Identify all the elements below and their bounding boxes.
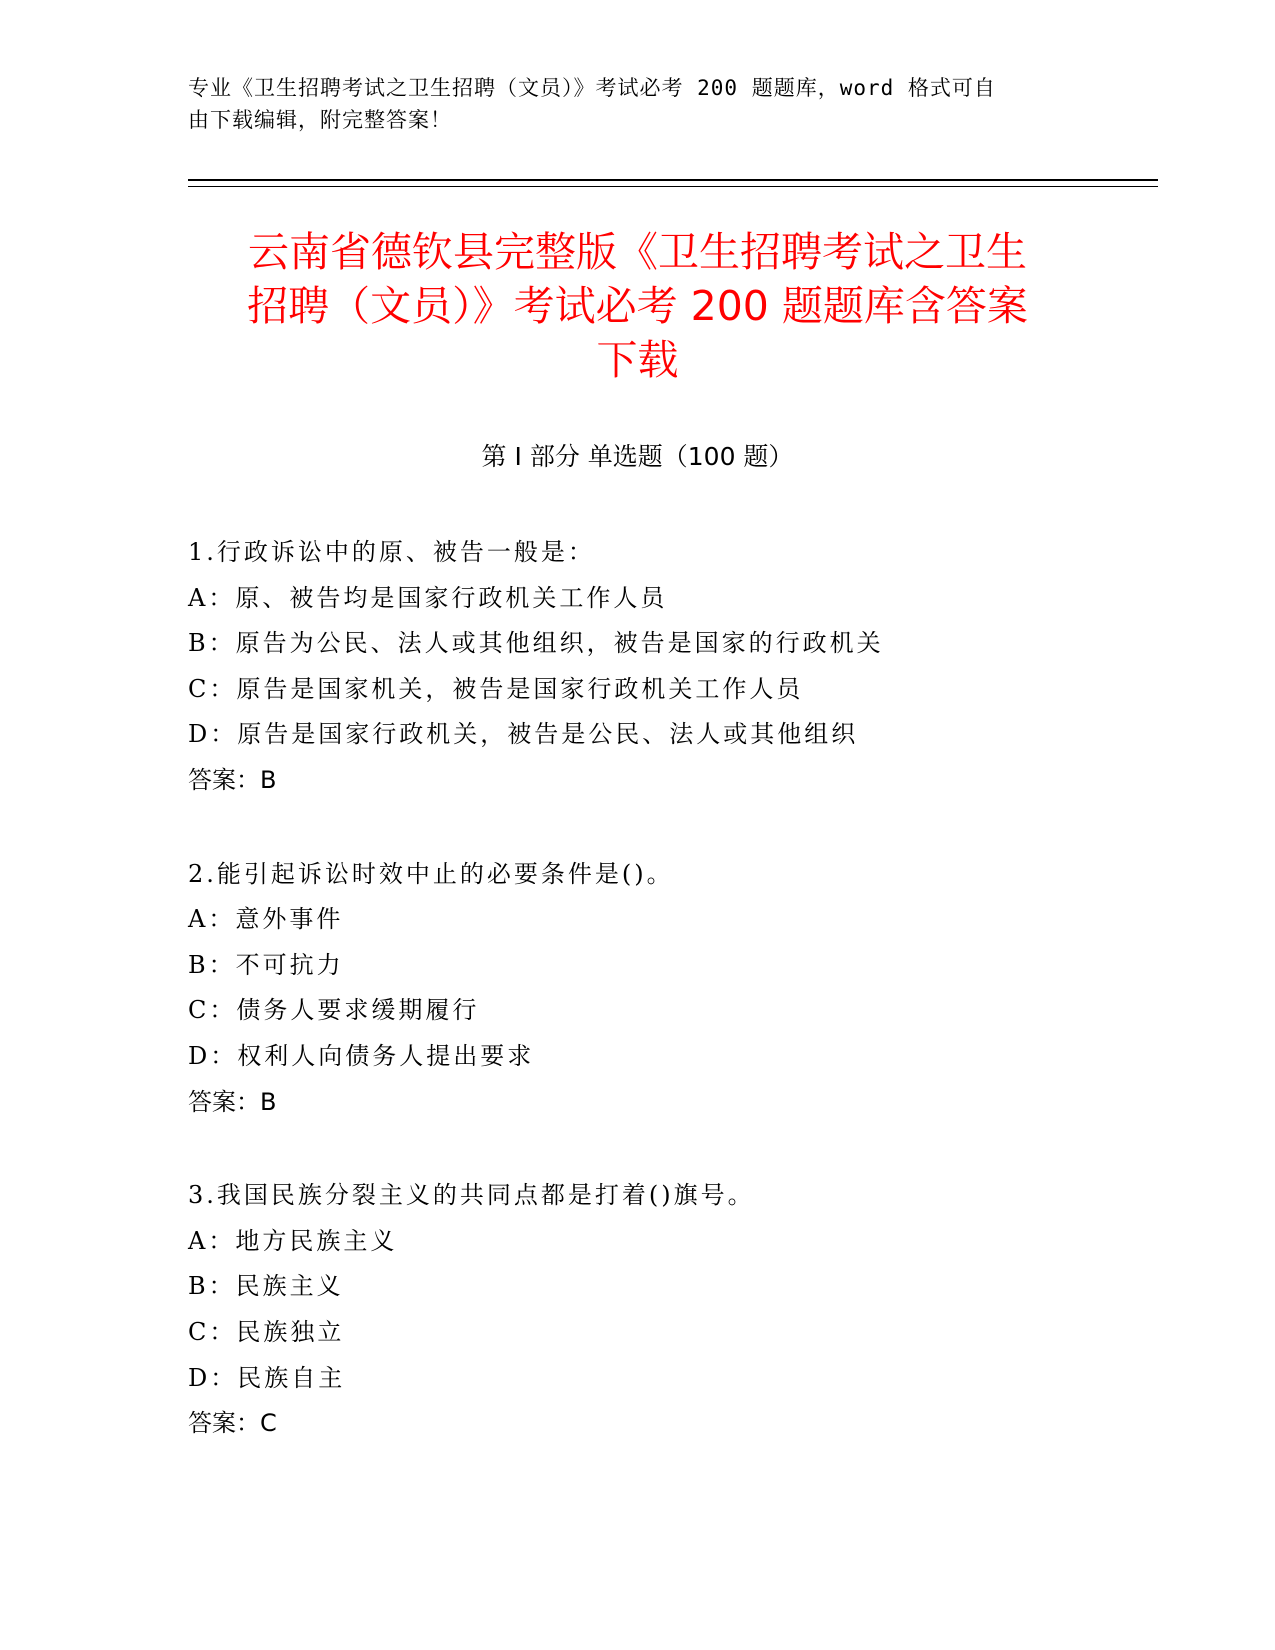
intro-line-1: 专业《卫生招聘考试之卫生招聘（文员）》考试必考 200 题题库，word 格式可自	[188, 76, 996, 100]
answer: 答案：B	[188, 1087, 277, 1116]
question-stem: 3.我国民族分裂主义的共同点都是打着()旗号。	[188, 1181, 755, 1210]
title-line-3: 下载	[596, 336, 679, 384]
question-2	[188, 852, 1168, 1126]
option-c: C：民族独立	[188, 1317, 345, 1346]
question-3	[188, 1173, 1168, 1447]
section-title: 第 I 部分 单选题（100 题）	[481, 442, 794, 471]
answer: 答案：B	[188, 765, 277, 794]
document-intro	[188, 72, 1068, 136]
option-a: A：意外事件	[188, 905, 344, 934]
header-divider-thin	[188, 186, 1158, 187]
title-line-2: 招聘（文员）》考试必考 200 题题库含答案	[247, 282, 1028, 330]
header-divider-thick	[188, 179, 1158, 181]
option-d: D：原告是国家行政机关，被告是公民、法人或其他组织	[188, 720, 859, 749]
option-a: A：原、被告均是国家行政机关工作人员	[188, 583, 668, 612]
option-a: A：地方民族主义	[188, 1226, 398, 1255]
option-d: D：民族自主	[188, 1363, 346, 1392]
option-c: C：债务人要求缓期履行	[188, 996, 480, 1025]
option-c: C：原告是国家机关，被告是国家行政机关工作人员	[188, 674, 804, 703]
answer: 答案：C	[188, 1409, 277, 1438]
option-b: B：民族主义	[188, 1272, 344, 1301]
option-b: B：不可抗力	[188, 950, 344, 979]
question-1	[188, 530, 1168, 804]
title-line-1: 云南省德钦县完整版《卫生招聘考试之卫生	[248, 228, 1027, 276]
option-d: D：权利人向债务人提出要求	[188, 1041, 535, 1070]
question-stem: 2.能引起诉讼时效中止的必要条件是()。	[188, 859, 674, 888]
question-stem: 1.行政诉讼中的原、被告一般是：	[188, 538, 595, 566]
document-title	[140, 225, 1135, 387]
question-list	[188, 530, 1168, 1495]
intro-line-2: 由下载编辑，附完整答案！	[188, 108, 452, 132]
option-b: B：原告为公民、法人或其他组织，被告是国家的行政机关	[188, 629, 884, 658]
